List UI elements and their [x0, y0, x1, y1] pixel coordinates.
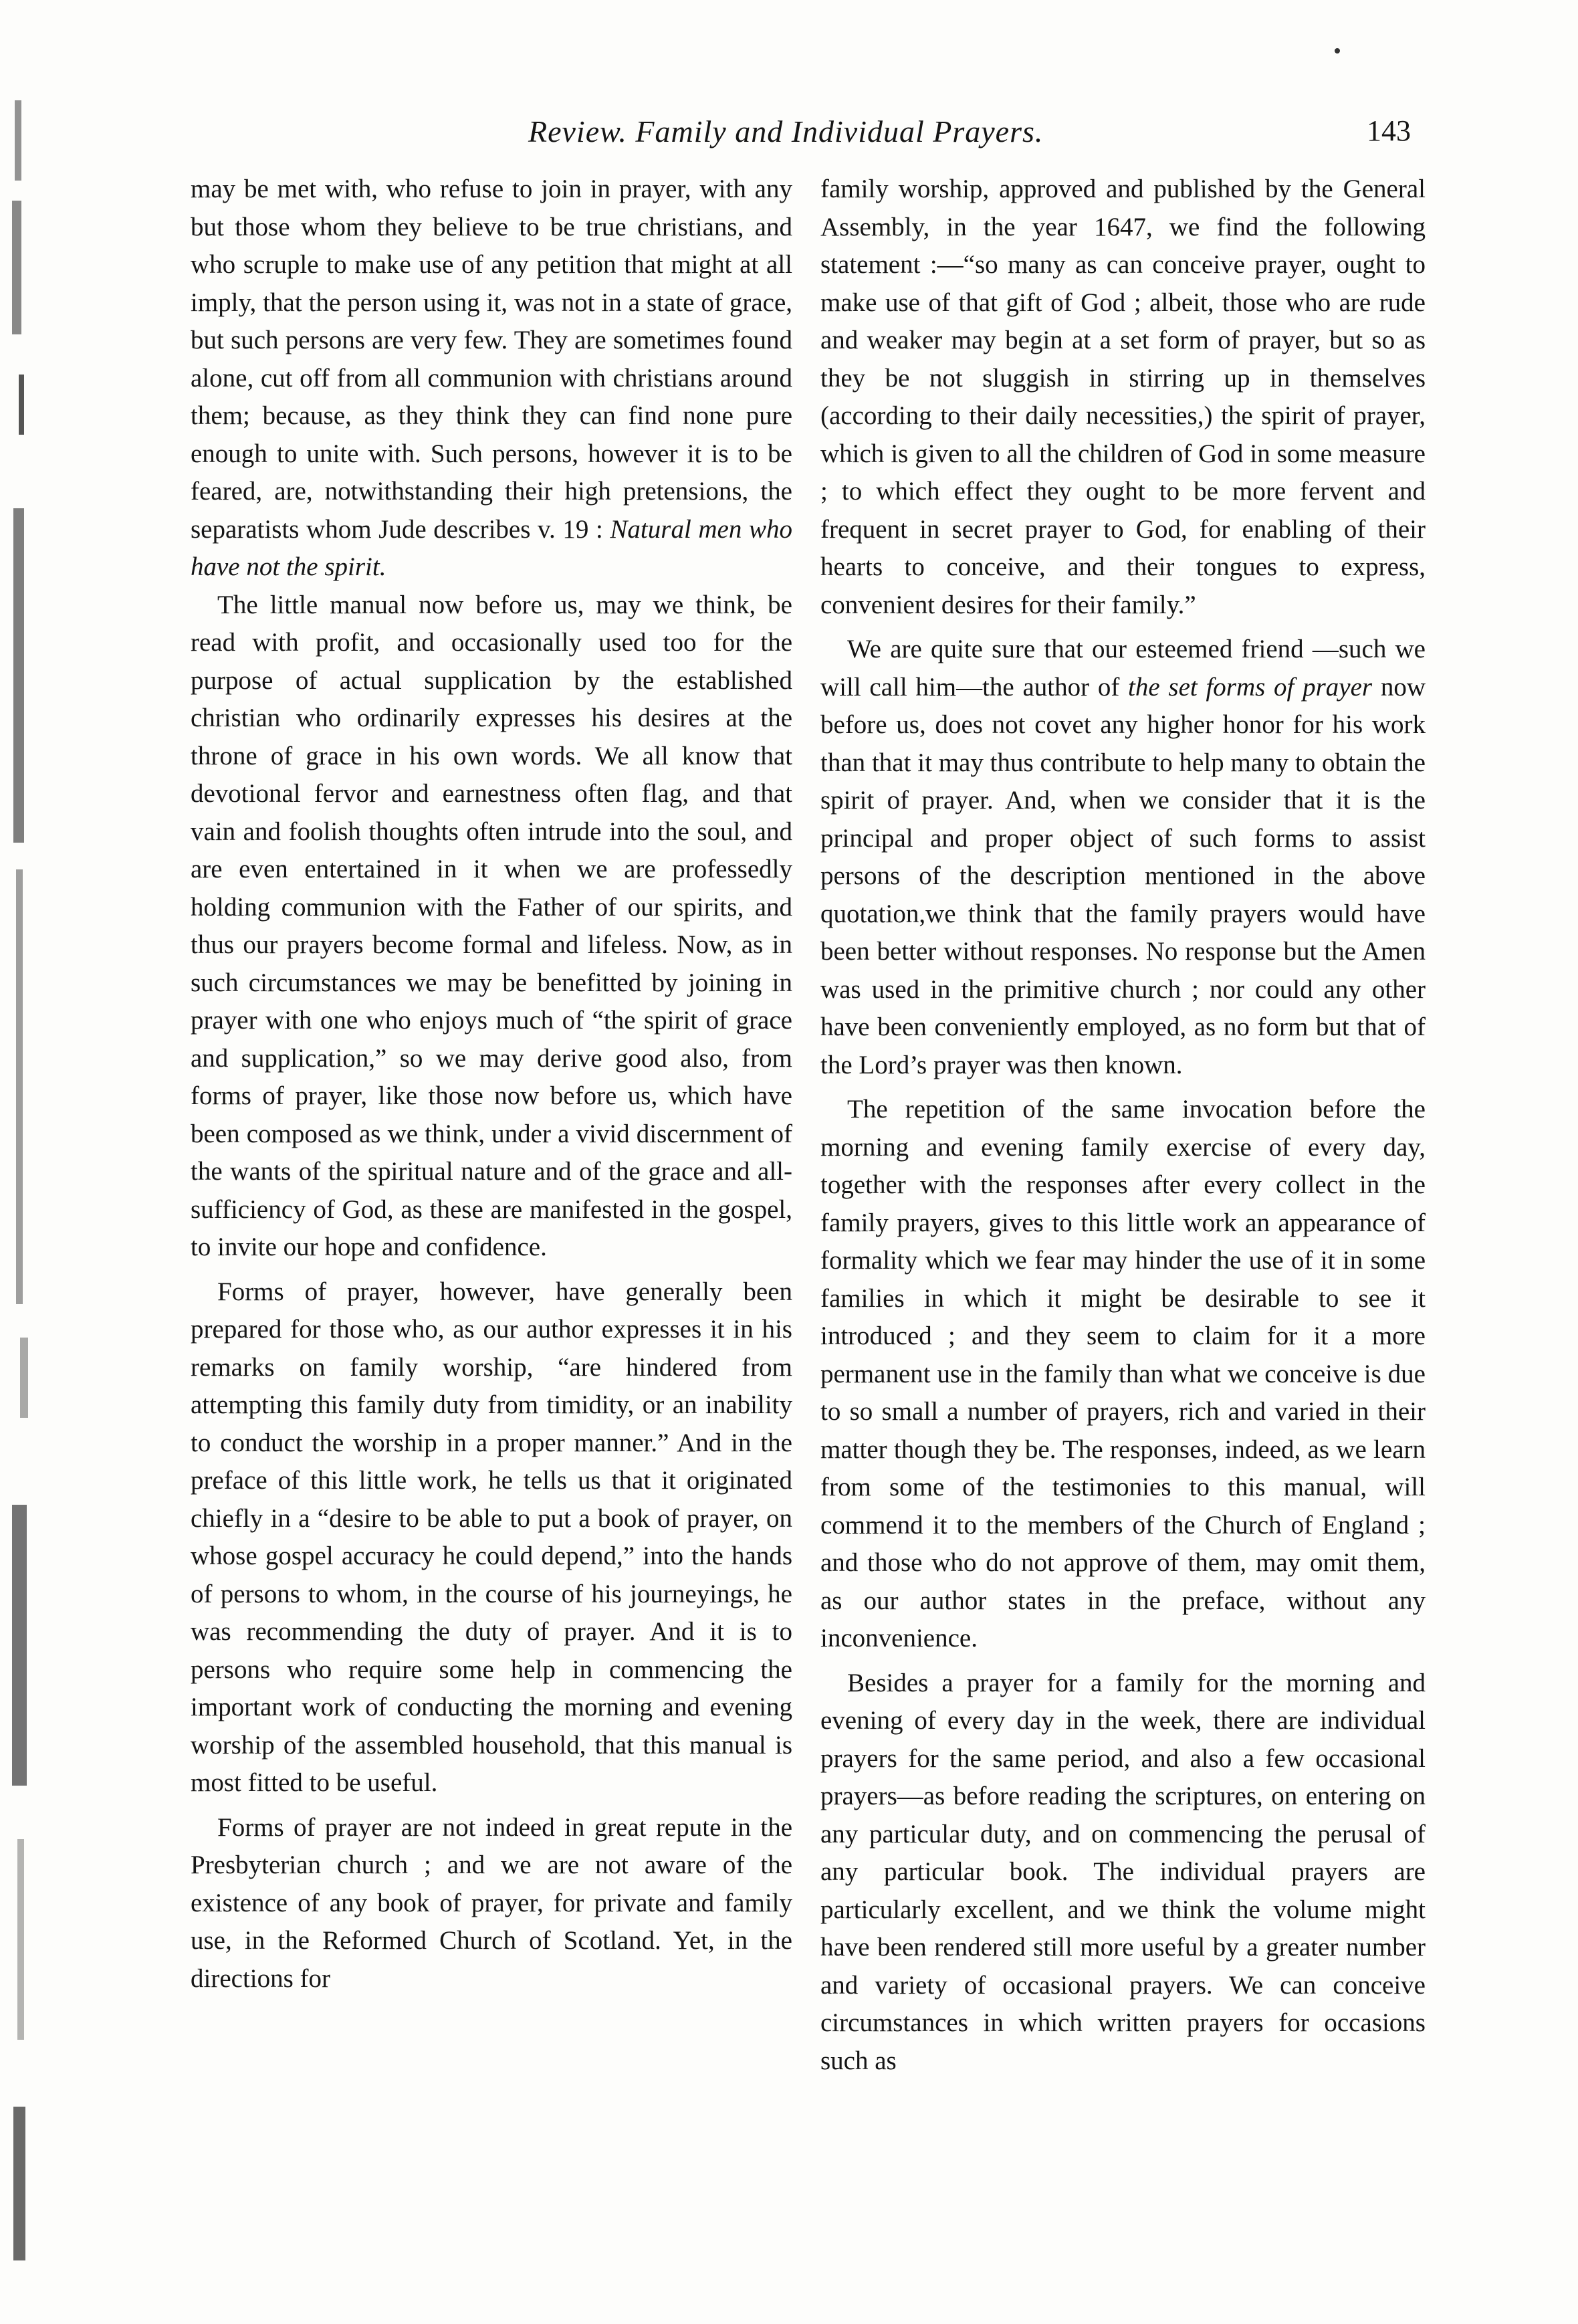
right-p2-text-b: now before us, does not covet any higher honor for his work than that it may thus contribute to help many to obtain the spirit of prayer. And, when we consider that it is the principal and proper object of such forms to assist persons of the description mentioned in the above quotation,we think that the family prayers would have been better without responses. No response but the Amen was used in the primitive church ; nor could any other have been conveniently employed, as no form but that of the Lord’s prayer was then known.: [820, 672, 1426, 1079]
left-paragraph-1: [191, 171, 792, 587]
running-title: Review. Family and Individual Prayers.: [528, 114, 1044, 148]
page-header: [181, 114, 1411, 167]
left-paragraph-3: Forms of prayer, however, have generally been prepared for those who, as our author expresses it in his remarks on family worship, “are hindered from attempting this family duty from timidity, or an inability to conduct the worship in a proper manner.” And in the preface of this little work, he tells us that it originated chiefly in a “desire to be able to put a book of prayer, on whose gospel accuracy he could depend,” into the hands of persons to whom, in the course of his journeyings, he was recommending the duty of prayer. And it is to persons who require some help in commencing the important work of conducting the morning and evening worship of the assembled household, that this manual is most fitted to be useful.: [191, 1277, 792, 1797]
page-number: 143: [1367, 114, 1411, 147]
right-p2-italic: the set forms of prayer: [1128, 672, 1373, 702]
right-paragraph-3: The repetition of the same invocation before the morning and evening family exercise of every day, together with the responses after every collect in the family prayers, gives to this little work an appearance of formality which we fear may hinder the use of it in some families in which it might be desirable to see it introduced ; and they seem to claim for it a more permanent use in the family than what we conceive is due to so small a number of prayers, rich and varied in their matter though they be. The responses, indeed, as we learn from some of the testimonies to this manual, will commend it to the members of the Church of England ; and those who do not approve of them, may omit them, as our author states in the preface, without any inconvenience.: [820, 1095, 1426, 1653]
left-paragraph-2: The little manual now before us, may we think, be read with profit, and occasionally used too for the purpose of actual supplication by the established christian who ordinarily expresses his desires at the throne of grace in his own words. We all know that devotional fervor and earnestness often flag, and that vain and foolish thoughts often intrude into the soul, and are even entertained in it when we are professedly holding communion with the Father of our spirits, and thus our prayers become formal and lifeless. Now, as in such circumstances we may be benefitted by joining in prayer with one who enjoys much of “the spirit of grace and supplication,” so we may derive good also, from forms of prayer, like those now before us, which have been composed as we think, under a vivid discernment of the wants of the spiritual nature and of the grace and all-sufficiency of God, as these are manifested in the gospel, to invite our hope and confidence.: [191, 590, 792, 1261]
scan-speck: [1335, 48, 1340, 54]
right-paragraph-1: family worship, approved and published by the General Assembly, in the year 1647, we find the following statement :—“so many as can conceive prayer, ought to make use of that gift of God ; albeit, those who are rude and weaker may begin at a set form of prayer, but so as they be not sluggish in stirring up in themselves (according to their daily necessities,) the spirit of prayer, which is given to all the children of God in some measure ; to which effect they ought to be more fervent and frequent in secret prayer to God, for enabling of their hearts to conceive, and their tongues to express, convenient desires for their family.”: [820, 175, 1426, 619]
right-column: [820, 171, 1426, 2080]
left-p1-italic: Natural men who have not the spirit.: [191, 514, 792, 581]
left-p1-text: may be met with, who refuse to join in prayer, with any but those whom they believe to be true christians, and who scruple to make use of any petition that might at all imply, that the person using it, was not in a state of grace, but such persons are very few. They are sometimes found alone, cut off from all communion with christians around them; because, as they think they can find none pure enough to unite with. Such persons, however it is to be feared, are, notwithstanding their high pretensions, the separatists whom Jude describes v. 19 :: [191, 175, 792, 544]
left-column: [191, 171, 792, 1998]
binding-gutter: [0, 0, 60, 2324]
left-paragraph-4: Forms of prayer are not indeed in great repute in the Presbyterian church ; and we are not aware of the existence of any book of prayer, for private and family use, in the Reformed Church of Scotland. Yet, in the directions for: [191, 1812, 792, 1993]
right-p2-text-a: We are quite sure that our esteemed friend —such we will call him—the author of: [820, 635, 1426, 702]
right-paragraph-4: Besides a prayer for a family for the morning and evening of every day in the week, there are individual prayers for the same period, and also a few occasional prayers—as before reading the scriptures, on entering on any particular duty, and on commencing the perusal of any particular book. The individual prayers are particularly excellent, and we think the volume might have been rendered still more useful by a greater number and variety of occasional prayers. We can conceive circumstances in which written prayers for occasions such as: [820, 1668, 1426, 2075]
right-paragraph-2: [820, 631, 1426, 1084]
